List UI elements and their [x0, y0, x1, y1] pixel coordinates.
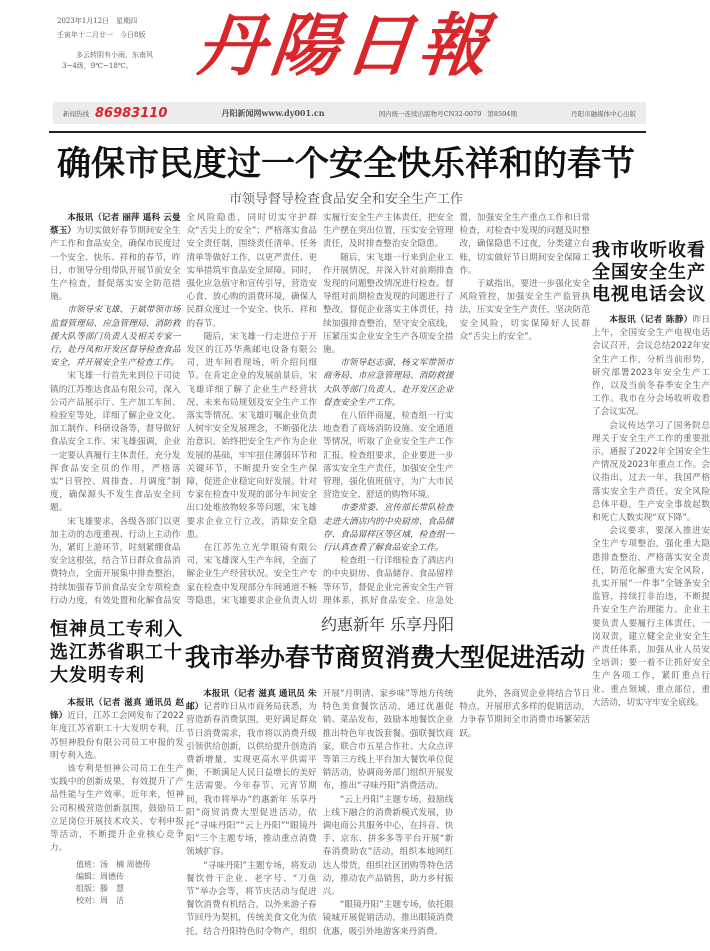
article-paragraph: “云上丹阳”主题专场，鼓励线上线下融合的消费新模式发展，协调电商公共服务中心，在抖音、快手、京东、拼多多等平台开展“新春消费助农”活动，组织本地网红达人带货，组织社区团购等特色活动，推动农产品销售，助力乡村振兴。 — [322, 794, 454, 898]
left-article-body — [50, 697, 184, 855]
article-paragraph: 会议要求，要深入推进安全生产专项整治，强化重大隐患排查整治，严格落实安全责任，防范化解重大安全风险，扎实开展“一件事”全链条安全监管，持续打非治违，不断提升安全生产治理能力。企业主要负责人要履行主体责任，一岗双责，建立健全企业安全生产责任体系，加强从业人员安全培训；要一着不让抓好安全生产各项工作，紧盯重点行业、重点领域、重点部位，重大活动，切实守牢安全底线。 — [592, 526, 710, 708]
article-paragraph: 随后，宋飞雄一行来到企业工作开展情况，并深入针对前期排查发现的问题整改情况进行检查。督导组对前期检查发现的问题进行了整改，督促企业落实主体责任，持续加强排查整治，坚守安全底线，压紧压实企业安全生产各项安全措施。 — [323, 252, 454, 356]
right-article-headline — [592, 240, 710, 306]
hotline-number: 86983110 — [95, 105, 168, 121]
credit-names: 汤 楠 周德传 — [100, 860, 151, 870]
article-paragraph: 在八佰伴商厦，检查组一行实地查看了商场消防设施、安全通道等情况，听取了企业安全生产工作汇报。检查组要求，企业要进一步落实安全生产责任，加强安全生产管理，强化值班值守，为广大市民营造安全、舒适的购物环境。 — [323, 411, 454, 501]
credit-line — [76, 859, 184, 871]
middle-article-headline: 我市举办春节商贸消费大型促进活动 — [184, 643, 585, 672]
paragraph-text: 近日，江苏工会网发布了2022年度江苏省职工十大发明专利，江苏恒神股份有限公司员工申报的发明专利入选。 — [50, 711, 184, 761]
headline-line: 我市收听收看 — [592, 240, 706, 261]
credit-names: 周 洁 — [100, 896, 124, 906]
credit-role: 组版： — [76, 884, 100, 894]
masthead-logo: 丹陽日報 — [192, 6, 498, 86]
article-paragraph: 该专利是恒神公司员工在生产实践中的创新成果，有效提升了产品性能与生产效率。近年来，恒神公司积极营造创新氛围，鼓励员工立足岗位开展技术攻关、专利申报等活动，不断提升企业核心竞争力。 — [50, 764, 184, 854]
editorial-credits — [50, 859, 184, 907]
article-paragraph: 市领导宋飞雄、于斌带领市场监督管理局、应急管理局、消防救援大队等部门负责人及相关专家一行，赴丹凤和开发区督导检查食品安全，并开展安全生产检查工作。 — [50, 305, 181, 369]
hotline-label: 新闻热线 — [63, 109, 89, 118]
hotline-group — [63, 106, 167, 121]
article-paragraph — [50, 697, 184, 763]
byline: 本报讯（记者 陈静） — [609, 315, 693, 325]
article-paragraph: 宋飞雄要求，各级各部门以更加主动的态度重视、行动上主动作为，紧盯上游环节，时刻紧绷食品安全这根弦，结合节日群众食品消费特点，全面开展集中排查整治，持续加强春节前食品安全专项检查行动力度，有效处置和化解食品安全风险隐患，同时切实守护群众“舌尖上的安全”；严格落实食品安全责任制，围绕责任清单、任务清单等做好工作，以更严责任、更实举措筑牢食品安全屏障。同时，强化应急值守和宣传引导，营造安心食、放心购的消费环境，确保人民群众度过一个安全、快乐、祥和的春节。 — [50, 213, 317, 606]
paragraph-text: 记者昨日从市商务局获悉，为营造新春消费氛围，更好满足群众节日消费需求，我市将以消费升级引领供给创新，以供给提升创造消费新增量，实现更高水平供需平衡，不断满足人民日益增长的美好生活需要。今年春节、元宵节期间，我市将举办“约惠新年 乐享丹阳”商贸消费大型促进活动，依托“寻味丹阳”“云上丹阳”“眼镜丹阳”三个主题专场，推动重点消费领域扩容。 — [186, 702, 317, 858]
website-link[interactable]: 丹阳新闻网www.dy001.cn — [221, 107, 325, 118]
credit-role: 编辑： — [76, 872, 100, 882]
paragraph-text: 为切实做好春节期间安全生产工作和食品安全，确保市民度过一个安全、快乐、祥和的春节，昨日，市领导分组带队开展节前安全生产检查，督促落实安全防范措施。 — [50, 226, 181, 303]
middle-article-body — [186, 688, 590, 948]
article-paragraph: 市委常委、宣传部长带队检查走进大酒店内的中央厨房、食品储存、食品留样区等区域，检查组一行认真查看了解食品安全工作。 — [323, 503, 454, 554]
headline-line: 电视电话会议 — [592, 284, 706, 305]
headline-line: 全国安全生产 — [592, 262, 706, 283]
article-paragraph — [186, 688, 317, 860]
right-article-body — [592, 314, 710, 710]
info-bar — [53, 102, 646, 124]
article-paragraph: “寻味丹阳”主题专场，将发动餐饮骨干企业、老字号、“刀鱼节”举办会等，将节庆活动与促进餐饮消费有机结合，以外来游子春节回丹为契机，传统美食文化为依托，结合丹阳特色时令物产，组织开展“月明清、家乡味”等地方传统特色美食餐饮活动，通过优惠促销、菜品发布，鼓励本地餐饮企业推出特色年夜饭套餐。强联餐饮商家，联合市五星合作社、大众点评等第三方线上平台加大餐饮单位促销活动，协调商务部门组织开展发布，推出“寻味丹阳”消费活动。 — [186, 689, 454, 937]
byline: 本报讯（记者 滋真 通讯员 朱邮） — [186, 689, 317, 713]
paragraph-text: 昨日上午，全国安全生产电视电话会议召开，会议总结2022年安全生产工作，分析当前形势，研究部署2023年安全生产工作，以及当前冬春季安全生产工作。我市在分会场收听收看了会议实况。 — [592, 315, 710, 418]
serial-number: 国内统一连续出版物号CN32-0070 — [378, 109, 482, 118]
left-article-headline: 恒神员工专利入选江苏省职工十大发明专利 — [50, 619, 183, 686]
byline: 本报讯（记者 滋真 通讯员 赵锋） — [50, 698, 184, 722]
main-subtitle: 市领导督导检查食品安全和安全生产工作 — [228, 192, 463, 207]
byline: 本报讯（记者 丽萍 遥科 云曼 蔡玉） — [50, 213, 181, 237]
issue-date: 2023年1月12日 星期四 — [57, 17, 138, 25]
lunar-date: 壬寅年十二月廿一 今日8版 — [57, 31, 146, 39]
header-divider — [49, 131, 646, 133]
middle-article-kicker: 约惠新年 乐享丹阳 — [320, 615, 455, 634]
article-paragraph: 市领导赵志强、杨文军带领市商务局、市应急管理局、消防救援大队等部门负责人，赴开发区企业督查安全生产工作。 — [323, 358, 454, 408]
article-paragraph: 此外，各商贸企业将结合节日特点，开展形式多样的促销活动，力争春节期间全市消费市场繁荣活跃。 — [459, 689, 590, 739]
right-article — [592, 240, 710, 948]
article-paragraph: “眼镜丹阳”主题专场，依托眼镜城开展促销活动，推出眼镜消费优惠，吸引外地游客来丹消费。 — [322, 900, 454, 937]
article-paragraph: 会议传达学习了国务院总理关于安全生产工作的重要批示，通报了2022年全国安全生产情况及2023年重点工作。会议指出，过去一年，我国严格落实安全生产责任，安全风险总体平稳，生产安全事故起数和死亡人数实现“双下降”。 — [592, 420, 710, 524]
main-headline: 确保市民度过一个安全快乐祥和的春节 — [57, 144, 635, 184]
article-paragraph — [50, 212, 181, 304]
credit-names: 周德传 — [100, 872, 124, 882]
main-article-body — [50, 212, 590, 610]
credit-line — [76, 883, 184, 895]
left-article — [50, 618, 184, 948]
article-paragraph — [592, 314, 710, 420]
credit-line — [76, 895, 184, 907]
article-paragraph: 宋飞雄一行首先来到位于司徒镇的江苏维达食品有限公司，深入公司产品展示厅、生产加工车间、检验室等处，详细了解企业文化、加工制作、科研设备等，督导做好食品安全工作。宋飞雄强调，企业一定要认真履行主体责任，充分发挥食品安全员的作用，严格落实“日管控、周排查、月调度”制度，确保源头不发生食品安全问题。 — [50, 371, 181, 514]
credit-role: 校对： — [76, 896, 100, 906]
weather-forecast: 多云转阴有小雨，东南风3~4级，9℃~18℃。 — [62, 51, 153, 70]
article-paragraph: 在江苏先立光学眼镜有限公司，宋飞雄深入生产车间，全面了解企业生产经营状况。安全生产专家在检查中发现部分车间通道不畅等隐患，宋飞雄要求企业负责人切实履行安全生产主体责任，把安全生产摆在突出位置，压实安全管理责任，及时排查整治安全隐患。 — [186, 213, 454, 606]
credit-line — [76, 871, 184, 883]
issue-number: 第8594期 — [487, 109, 517, 118]
credit-names: 滕 慧 — [100, 884, 124, 894]
credit-role: 值班： — [76, 860, 100, 870]
article-paragraph: 随后，宋飞雄一行走进位于开发区的江苏华燕邮电设备有限公司，进车间看现场，听介绍问细节。在肯定企业的发展前景后，宋飞雄详细了解了企业生产经营状况、未来布局规划及安全生产工作落实等情况。宋飞雄叮嘱企业负责人树牢安全发展理念，不断强化法治意识，始终把安全生产作为企业发展的基础，牢牢扭住薄弱环节和关键环节，不断提升安全生产保障，促进企业稳定向好发展。针对专家在检查中发现的部分车间安全出口处堆放物较多等问题，宋飞雄要求企业立行立改，消除安全隐患。 — [186, 331, 317, 540]
publisher: 丹阳市融媒体中心出版 — [570, 109, 636, 118]
article-paragraph: 检查组一行详细检查了酒店内的中央厨房、食品储存、食品留样等环节，督促企业完善安全生产管理体系，抓好食品安全、应急处置，加强安全生产重点工作和日常检查，对检查中发现的问题及时整改，确保隐患不过夜，分类建立台账，切实做好节日期间安全保障工作。 — [323, 213, 590, 606]
serial-group — [379, 109, 517, 118]
article-paragraph: 于斌指出，要进一步强化安全风险管控，加强安全生产监管执法，压实安全生产责任，坚决防范安全风险，切实保障好人民群众“舌尖上的安全”。 — [459, 279, 590, 342]
